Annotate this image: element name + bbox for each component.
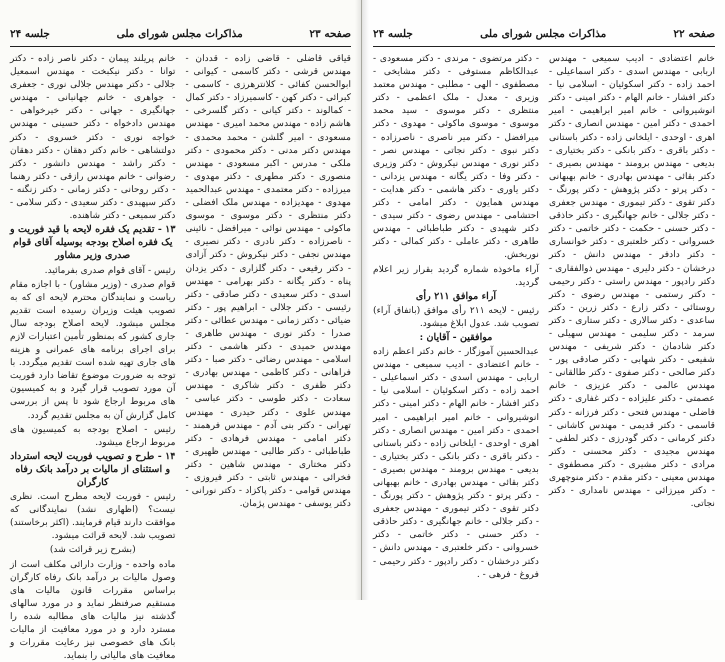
text-column-left <box>373 52 539 594</box>
paragraph: (بشرح زیر قرائت شد) <box>49 544 136 556</box>
paragraph: آراء ماخوذه شماره گردید بقرار زیر اعلام گردید. <box>373 263 539 288</box>
paragraph: قوام صدری - (وزیر مشاور) - با اجازه مقام ریاست و نمایندگان محترم لایحه ای که به تصویب هیئت وزیران رسیده است تقدیم مجلس میشود. لایحه اصلاح بودجه سال جاری کشور که بمنظور تأمین اعتبارات لازم برای اجرای برنامه های عمرانی و هزینه های جاری تهیه شده است تقدیم میگردد. با توجه به ضرورت موضوع تقاضا دارد فوریت آن مورد تصویب قرار گیرد و به کمیسیون های مربوط ارجاع شود تا پس از بررسی کامل گزارش آن به مجلس تقدیم گردد. <box>10 278 176 421</box>
section-heading: ۱۴ - طرح و تصویب فوریت لایحه استرداد و استثنای از مالیات بر درآمد بانک رفاه کارگران <box>10 450 176 488</box>
journal-title: مذاکرات مجلس شورای ملی <box>480 28 607 40</box>
page-label: صفحه ۲۲ <box>673 28 715 40</box>
section-heading: آراء موافق ۲۱۱ رأی <box>415 290 497 302</box>
running-header <box>10 24 351 44</box>
paragraph: رئیس - آقای قوام صدری بفرمائید. <box>44 264 176 276</box>
paragraph: رئیس - لایحه ۲۱۱ رأی موافق (باتفاق آراء) تصویب شد. عدول ابلاغ میشود. <box>373 304 540 329</box>
paragraph: قیاقی قاضلی - قاضی زاده - قددان - مهندس قرشی - دکتر کاسمی - کیوانی - ابوالحسن کفائی - کلانترهرزی - کاسمی - کبرائی - دکتر کهن - کاسمیرزاد - دکتر کمال - کمالوند - دکتر کیانی - دکتر گلسرخی - هاشم زاده - مهندس محمد امیری - مهندس مسعودی - امیر گلشن - محمد محمدی - مهندس دکتر مدنی - دکتر محمودی - دکتر ملکی - مدرس - اکبر مسعودی - مهندس منصوری - دکتر مطهری - دکتر مهدوی - میرزاده - دکتر معتمدی - مهندس عبدالحمید مهدوی - مهدیزاده - مهندس ملک افضلی - دکتر منتظری - دکتر موسوی - موسوی ماکوئی - مهندس نوائی - میرافضل - نائینی - ناصرزاده - دکتر نادری - دکتر نصیری - مهندس نجفی - دکتر نیکروش - دکتر آزادی - دکتر رفیعی - دکتر گلزاری - دکتر یزدان پناه - دکتر یگانه - دکتر بهرامی - مهندس اسدی - دکتر سعیدی - دکتر صادقی - دکتر رئیسی - دکتر جلالی - ابراهیم پور - دکتر ضیائی - دکتر زمانی - مهندس عطائی - دکتر صدرا - دکتر نوری - مهندس طاهری - مهندس حمیدی - دکتر هاشمی - دکتر اسلامی - مهندس رضائی - دکتر صبا - دکتر فراهانی - دکتر کاظمی - مهندس بهادری - دکتر ظفری - دکتر شاکری - مهندس سعادت - دکتر طوسی - دکتر عباسی - مهندس علوی - دکتر حیدری - مهندس تهرانی - دکتر بنی آدم - مهندس فرهمند - دکتر امامی - مهندس فرهادی - دکتر طباطبائی - دکتر طالبی - مهندس ظهیری - دکتر مختاری - مهندس شاهین - دکتر فخرائی - مهندس ثابتی - دکتر فیروزی - مهندس قوامی - دکتر پاکزاد - دکتر نورانی - دکتر یوسفی - مهندس پژمان. <box>185 53 351 510</box>
paragraph: خانم اعتضادی - ادیب سمیعی - مهندس اربابی - مهندس اسدی - دکتر اسماعیلی - احمد زاده - دکتر اسکوئیان - اسلامی نیا - دکتر افشار - خانم الهام - دکتر امینی - دکتر انوشیروانی - خانم امیر ابراهیمی - امیر احمدی - دکتر امین - مهندس انصاری - دکتر اهری - اوحدی - ایلخانی زاده - دکتر باستانی - دکتر باقری - دکتر بانکی - دکتر بختیاری - بدیعی - مهندس برومند - مهندس بصیری - دکتر بقائی - مهندس بهادری - خانم بهبهانی - دکتر پرتو - دکتر پژوهش - دکتر پورنگ - دکتر تقوی - دکتر تیموری - مهندس جعفری - دکتر جلالی - خانم جهانگیری - دکتر حاذقی - دکتر حسنی - حکمت - دکتر خاتمی - دکتر خسروانی - دکتر خلعتبری - دکتر خوانساری - دکتر دادفر - مهندس دانش - دکتر درخشان - دکتر دلیری - مهندس ذوالفقاری - دکتر رادپور - مهندس راستی - دکتر رحیمی - دکتر رستمی - مهندس رضوی - دکتر روستائی - دکتر زارع - دکتر زرین - دکتر ساعدی - دکتر سالاری - دکتر ستاری - دکتر سرمد - دکتر سلیمی - مهندس سهیلی - دکتر شادمان - دکتر شریفی - مهندس شفیعی - دکتر شهابی - دکتر صادقی پور - دکتر صالحی - دکتر صفوی - دکتر طالقانی - مهندس عالمی - دکتر عزیزی - خانم عصمتی - دکتر علیزاده - دکتر غفاری - دکتر فاضلی - مهندس فتحی - دکتر فرزانه - دکتر قاسمی - دکتر قدیمی - مهندس کاشانی - دکتر کرمانی - دکتر گودرزی - دکتر لطفی - مهندس مجیدی - دکتر محسنی - دکتر مرادی - دکتر مشیری - دکتر مصطفوی - مهندس معینی - دکتر مقدم - دکتر منوچهری - دکتر میرزائی - مهندس نامداری - دکتر نجاتی. <box>549 53 715 510</box>
right-page <box>363 0 725 600</box>
header-rule <box>373 46 715 47</box>
paragraph: ماده واحده - وزارت دارائی مکلف است از وصول مالیات بر درآمد بانک رفاه کارگران براساس مقررات قانون مالیات های مستقیم صرفنظر نماید و در مورد سالهای گذشته نیز مالیات های مطالبه شده را مسترد دارد و در مورد معافیت از مالیات بانک های خصوصی نیز رعایت مقررات و معافیت های مالیاتی را بنماید. <box>10 558 176 662</box>
session-label: جلسه ۲۴ <box>373 28 413 40</box>
section-heading: ۱۳ - تقدیم یک فقره لایحه با قید فوریت و یک فقره اصلاح بودجه بوسیله آقای قوام صدری وزیر مشاور <box>10 224 176 262</box>
paragraph: عبدالحسین آموزگار - خانم دکتر اعظم زاده - خانم اعتضادی - ادیب سمیعی - مهندس اربابی - مهندس اسدی - دکتر اسماعیلی - احمد زاده - دکتر اسکوئیان - اسلامی نیا - دکتر افشار - خانم الهام - دکتر امینی - دکتر انوشیروانی - خانم امیر ابراهیمی - امیر احمدی - دکتر امین - مهندس انصاری - دکتر اهری - اوحدی - ایلخانی زاده - دکتر باستانی - دکتر باقری - دکتر بانکی - دکتر بختیاری - بدیعی - مهندس برومند - مهندس بصیری - دکتر بقائی - مهندس بهادری - خانم بهبهانی - دکتر پرتو - دکتر پژوهش - دکتر پورنگ - دکتر تقوی - دکتر تیموری - مهندس جعفری - دکتر جلالی - خانم جهانگیری - دکتر حاذقی - دکتر حسنی - دکتر خاتمی - دکتر خسروانی - دکتر خلعتبری - مهندس دانش - دکتر درخشان - دکتر رادپور - دکتر رحیمی - فروغ - فرهی - . <box>373 346 539 580</box>
paragraph: - دکتر مرتضوی - مرندی - دکتر مسعودی - عبدالکاظم مستوفی - دکتر مشایخی - مصطفوی - الهی - مطلبی - مهندس معتمد وزیری - معدل - ملک اعظمی - دکتر منتظری - دکتر موسوی - سید محمد موسوی - موسوی ماکوئی - مهدوی - دکتر میرافضل - دکتر میر ناصری - ناصرزاده - دکتر نبوی - دکتر نجاتی - مهندس نصر - دکتر نوری - مهندس نیکروش - دکتر وزیری - دکتر وفا - دکتر یگانه - مهندس یزدانی - دکتر یاوری - دکتر هاشمی - دکتر هدایت - مهندس همایون - دکتر امامی - دکتر احتشامی - مهندس رضوی - دکتر سیدی - دکتر شهیدی - دکتر طباطبائی - مهندس طاهری - دکتر عاملی - دکتر کمالی - دکتر نوربخش. <box>373 53 539 261</box>
paragraph: رئیس - فوریت لایحه مطرح است. نظری نیست؟ (اظهاری نشد) نمایندگانی که موافقت دارند قیام فرمایند. (اکثر برخاستند) تصویب شد. لایحه قرائت میشود. <box>10 491 176 542</box>
text-column-right <box>186 52 352 594</box>
journal-title: مذاکرات مجلس شورای ملی <box>116 28 243 40</box>
paragraph: خانم پریلند پیمان - دکتر ناصر زاده - دکتر توانا - دکتر نیکبخت - مهندس اسمعیل جلالی - دکتر مهندس جلالی نوری - جعفری - جواهری - خانم جهانبانی - مهندس جهانگیری - جهانی - دکتر خیرخواهی - مهندس دادخواه - دکتر حسینی - مهندس خواجه نوری - دکتر خسروی - دکتر دولتشاهی - خانم دکتر دهقان - دکتر دهقان - دکتر راشد - مهندس دانشور - دکتر رضوانی - خانم مهندس رازقی - دکتر رهنما - دکتر روحانی - دکتر زمانی - دکتر زنگنه - دکتر سپهبدی - دکتر سعیدی - دکتر سلامی - دکتر سمیعی - دکتر شاهنده. <box>10 53 176 222</box>
left-page <box>0 0 362 662</box>
page-label: صفحه ۲۳ <box>309 28 351 40</box>
paragraph: رئیس - اصلاح بودجه به کمیسیون های مربوط ارجاع میشود. <box>10 423 176 448</box>
text-column-left <box>10 52 176 662</box>
header-rule <box>10 46 351 47</box>
text-columns <box>10 52 351 662</box>
section-heading: موافقین - آقایان : <box>419 331 493 343</box>
session-label: جلسه ۲۴ <box>10 28 50 40</box>
running-header <box>373 24 715 44</box>
text-columns <box>373 52 715 594</box>
text-column-right <box>549 52 715 594</box>
